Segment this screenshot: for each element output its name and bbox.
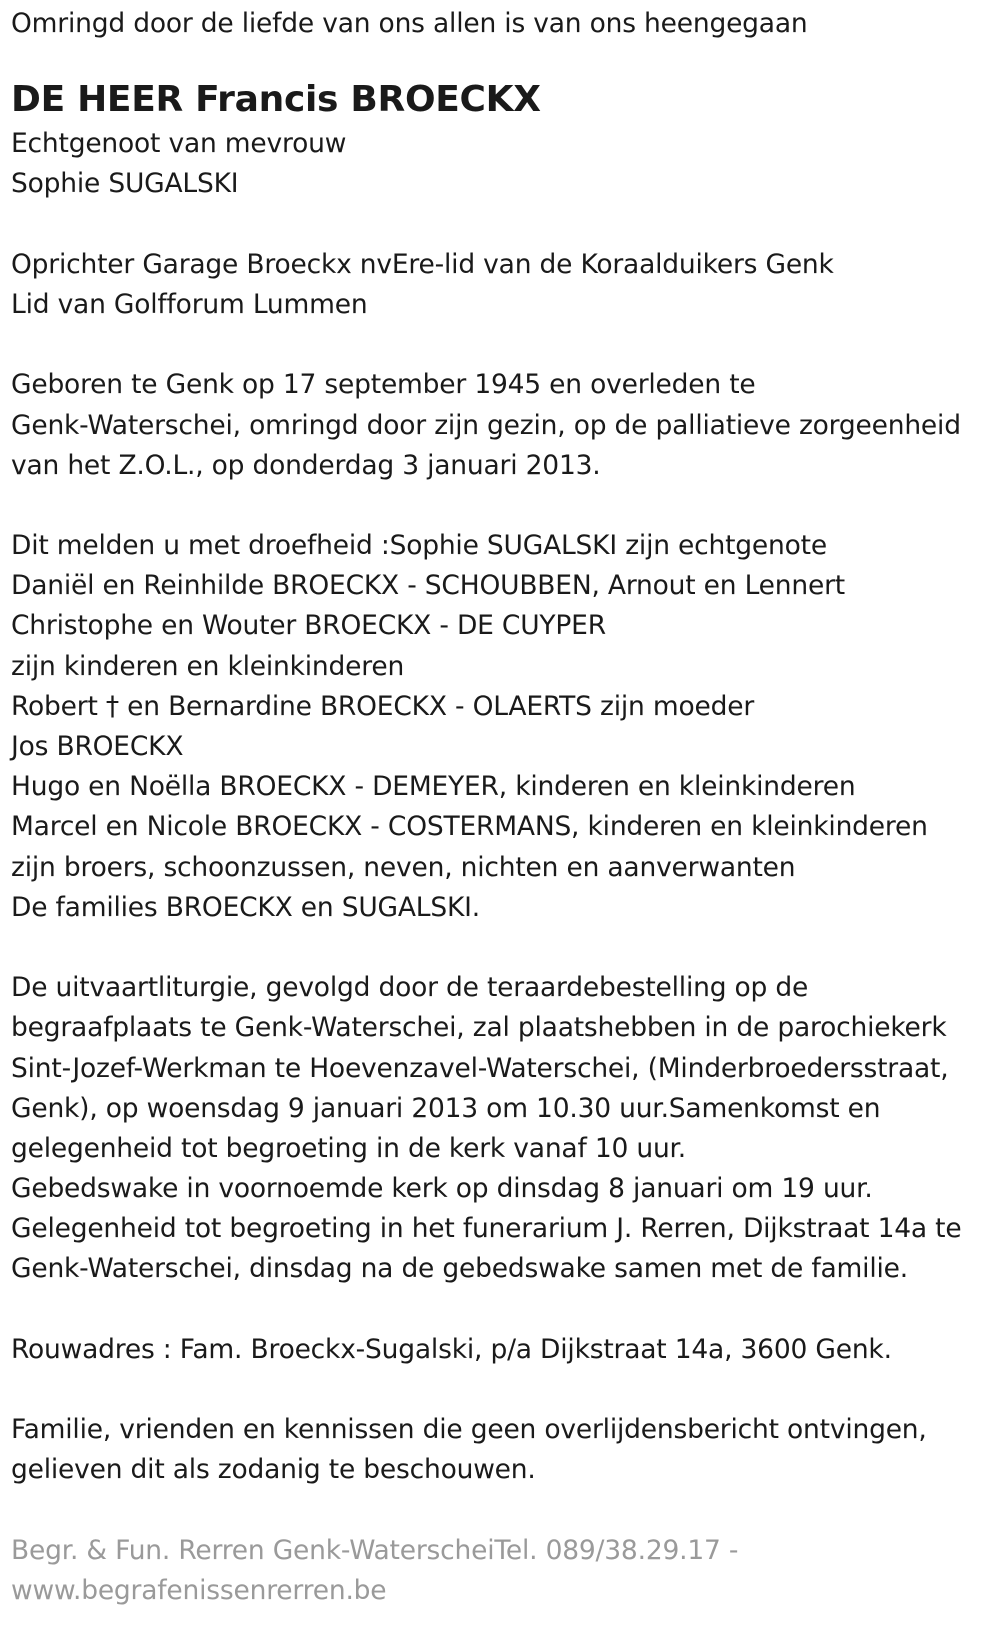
ceremony-line: gelegenheid tot begroeting in de kerk vanaf 10 uur. (11, 1132, 687, 1164)
spouse-line: Echtgenoot van mevrouw (11, 128, 347, 160)
family-line: Robert † en Bernardine BROECKX - OLAERTS zijn moeder (11, 690, 755, 722)
spouse-name: Sophie SUGALSKI (11, 168, 239, 200)
family-block (11, 526, 991, 928)
spacer (11, 205, 991, 245)
role-line: Lid van Golfforum Lummen (11, 288, 368, 320)
ceremony-line: De uitvaartliturgie, gevolgd door de teraardebestelling op de (11, 972, 809, 1004)
family-line: De families BROECKX en SUGALSKI. (11, 891, 480, 923)
ceremony-line: Genk), op woensdag 9 januari 2013 om 10.30 uur.Samenkomst en (11, 1092, 881, 1124)
footer-website-link[interactable]: www.begrafenissenrerren.be (11, 1574, 387, 1606)
ceremony-line: Gebedswake in voornoemde kerk op dinsdag 8 januari om 19 uur. (11, 1173, 873, 1205)
mourning-address: Rouwadres : Fam. Broeckx-Sugalski, p/a Dijkstraat 14a, 3600 Genk. (11, 1333, 892, 1365)
ceremony-line: Sint-Jozef-Werkman te Hoevenzavel-Waterschei, (Minderbroedersstraat, (11, 1052, 949, 1084)
spacer (11, 325, 991, 365)
family-line: Dit melden u met droefheid :Sophie SUGALSKI zijn echtgenote (11, 530, 827, 562)
notice-line: Familie, vrienden en kennissen die geen overlijdensbericht ontvingen, (11, 1414, 927, 1446)
roles-block (11, 245, 991, 325)
spacer (11, 1290, 991, 1330)
family-line: Daniël en Reinhilde BROECKX - SCHOUBBEN, Arnout en Lennert (11, 570, 845, 602)
ceremony-line: begraafplaats te Genk-Waterschei, zal plaatshebben in de parochiekerk (11, 1012, 947, 1044)
family-line: Marcel en Nicole BROECKX - COSTERMANS, kinderen en kleinkinderen (11, 811, 928, 843)
deceased-name: DE HEER Francis BROECKX (11, 79, 541, 121)
notice-block (11, 1410, 991, 1490)
obituary-notice (11, 0, 991, 1611)
spacer (11, 486, 991, 526)
family-line: zijn kinderen en kleinkinderen (11, 650, 405, 682)
spacer (11, 1370, 991, 1410)
footer-funeral-home: Begr. & Fun. Rerren Genk-WaterscheiTel. 089/38.29.17 - (11, 1534, 739, 1566)
family-line: zijn broers, schoonzussen, neven, nichten en aanverwanten (11, 851, 796, 883)
spacer (11, 928, 991, 968)
spacer (11, 1491, 991, 1531)
ceremony-line: Gelegenheid tot begroeting in het funerarium J. Rerren, Dijkstraat 14a te (11, 1213, 962, 1245)
footer (11, 1531, 991, 1611)
role-line: Oprichter Garage Broeckx nvEre-lid van de Koraalduikers Genk (11, 248, 834, 280)
birth-death-line: Genk-Waterschei, omringd door zijn gezin, op de palliatieve zorgeenheid (11, 409, 961, 441)
notice-line: gelieven dit als zodanig te beschouwen. (11, 1454, 536, 1486)
ceremony-block (11, 968, 991, 1290)
family-line: Christophe en Wouter BROECKX - DE CUYPER (11, 610, 606, 642)
family-line: Jos BROECKX (11, 731, 184, 762)
birth-death-line: Geboren te Genk op 17 september 1945 en overleden te (11, 369, 756, 401)
intro-text: Omringd door de liefde van ons allen is van ons heengegaan (11, 8, 808, 39)
birth-death-block (11, 365, 991, 486)
ceremony-line: Genk-Waterschei, dinsdag na de gebedswake samen met de familie. (11, 1253, 908, 1285)
spouse-block (11, 124, 991, 204)
family-line: Hugo en Noëlla BROECKX - DEMEYER, kinderen en kleinkinderen (11, 771, 856, 803)
birth-death-line: van het Z.O.L., op donderdag 3 januari 2013. (11, 449, 601, 481)
